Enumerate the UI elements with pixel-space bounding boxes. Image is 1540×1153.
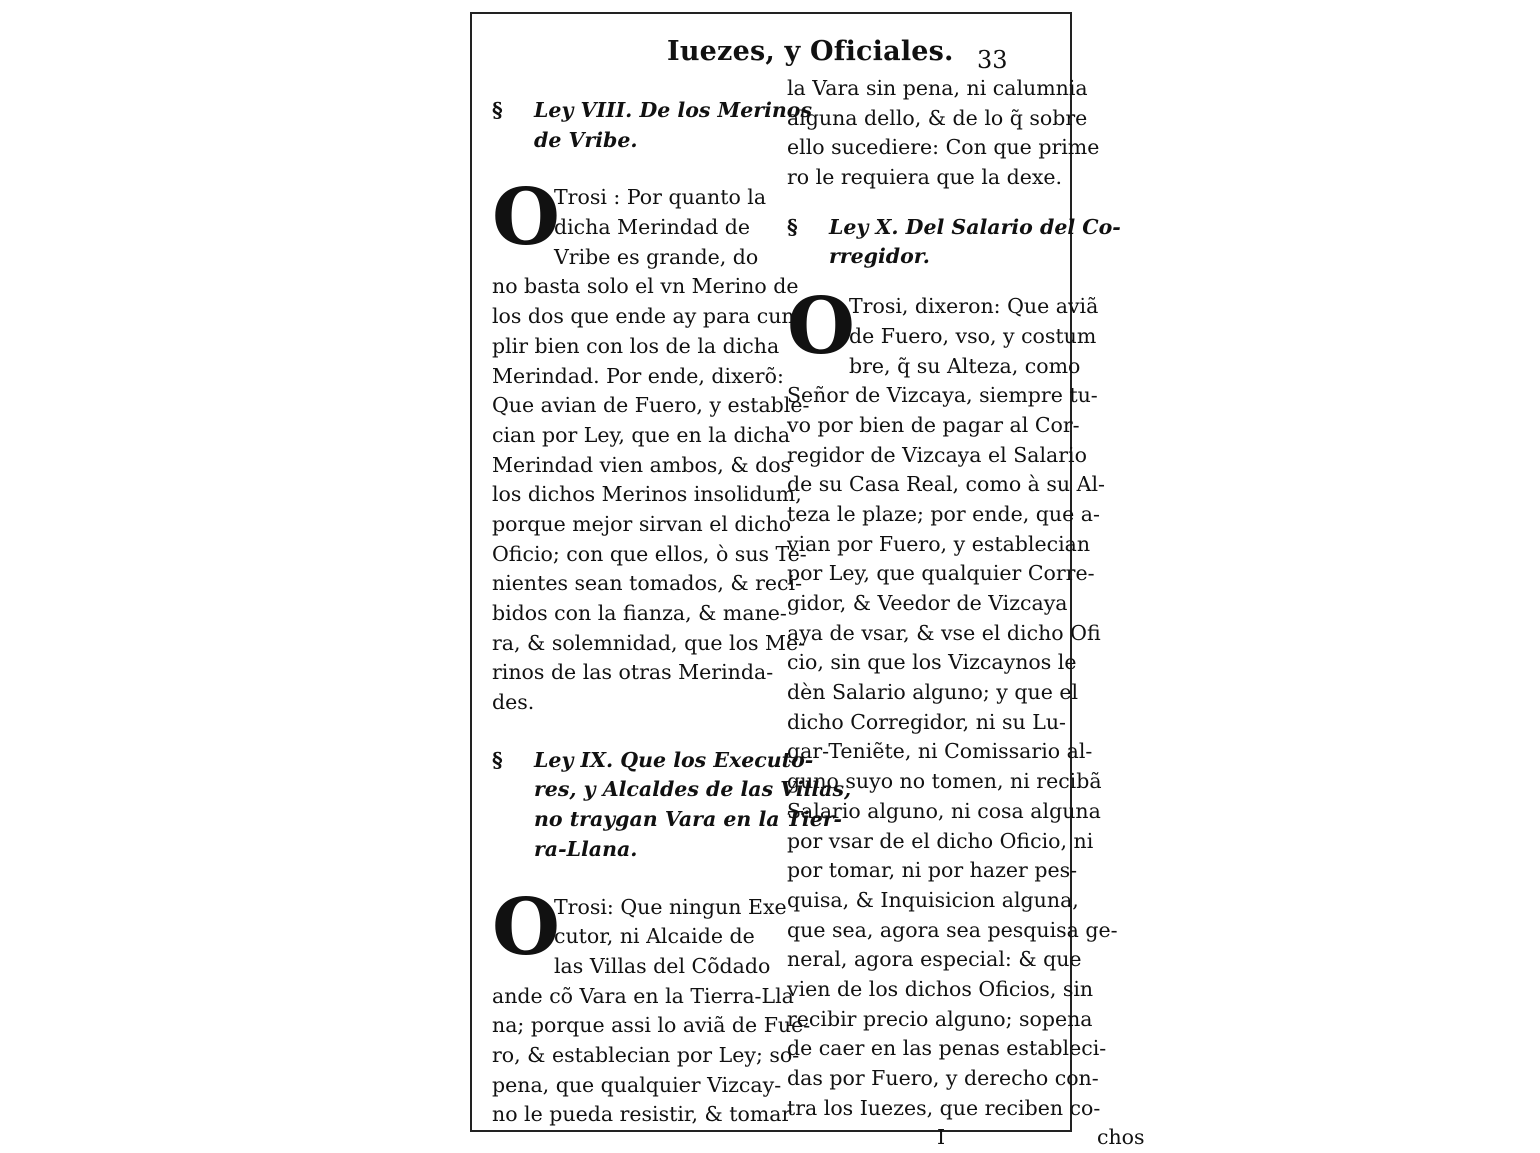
text-line: na; porque assi lo aviã de Fue- (492, 1013, 811, 1038)
heading-line: Ley VIII. De los Merinos (534, 98, 812, 122)
text-line: de Fuero, vso, y costum (849, 323, 1097, 348)
text-line: nientes sean tomados, & reci- (492, 571, 803, 596)
text-line: Salario alguno, ni cosa alguna (787, 798, 1101, 823)
running-title: Iuezes, y Oficiales. (667, 36, 954, 67)
section-sign: § (492, 98, 503, 122)
text-line: Que avian de Fuero, y estable- (492, 393, 810, 418)
left-column (492, 96, 852, 1130)
text-line: Trosi, dixeron: Que aviã (849, 294, 1099, 319)
catchword: chos (1097, 1125, 1145, 1150)
continuation-text (787, 74, 1100, 193)
page-footer (787, 1123, 1145, 1153)
text-line: pena, que qualquier Vizcay- (492, 1072, 782, 1097)
book-page (470, 12, 1145, 1150)
text-line: ro, & establecian por Ley; so- (492, 1042, 800, 1067)
heading-line: ra-Llana. (534, 836, 638, 861)
text-line: vian por Fuero, y establecian (787, 531, 1091, 556)
heading-line: Ley X. Del Salario del Co- (829, 214, 1121, 239)
text-line: las Villas del Cõdado (554, 953, 771, 978)
section-sign: § (787, 214, 798, 239)
page-number: 33 (977, 46, 1008, 74)
text-line: das por Fuero, y derecho con- (787, 1066, 1099, 1090)
text-line: cian por Ley, que en la dicha (492, 422, 791, 447)
ley-10-body (787, 281, 1118, 1123)
text-line: Señor de Vizcaya, siempre tu- (787, 383, 1098, 408)
text-line: neral, agora especial: & que (787, 947, 1082, 972)
ley-9-heading (492, 746, 852, 865)
text-line: no le pueda resistir, & tomar (492, 1102, 792, 1127)
text-line: ra, & solemnidad, que los Me- (492, 630, 806, 655)
text-line: teza le plaze; por ende, que a- (787, 501, 1100, 526)
ley-8-heading (492, 96, 812, 155)
text-line: gar-Teniẽte, ni Comissario al- (787, 739, 1093, 764)
text-line: Vribe es grande, do (554, 244, 759, 269)
heading-line: de Vribe. (534, 127, 638, 152)
right-column (787, 74, 1145, 1153)
ley-9-body (492, 881, 811, 1131)
text-line: dicha Merindad de (554, 215, 751, 240)
text-line: vien de los dichos Oficios, sin (787, 976, 1094, 1001)
text-line: Merindad. Por ende, dixerõ: (492, 363, 784, 388)
heading-line: rregidor. (829, 244, 930, 269)
text-line: rinos de las otras Merinda- (492, 660, 774, 685)
text-line: por vsar de el dicho Oficio, ni (787, 828, 1094, 853)
text-line: Oficio; con que ellos, ò sus Te- (492, 541, 807, 566)
drop-cap: O (787, 281, 855, 373)
text-line: cutor, ni Alcaide de (554, 924, 755, 949)
text-line: recibir precio alguno; sopena (787, 1006, 1093, 1031)
text-line: des. (492, 690, 535, 715)
text-line: Trosi : Por quanto la (554, 185, 767, 210)
text-line: la Vara sin pena, ni calumnia (787, 76, 1088, 100)
text-line: dèn Salario alguno; y que el (787, 680, 1079, 705)
text-line: los dos que ende ay para cum (492, 304, 801, 329)
text-line: regidor de Vizcaya el Salario (787, 442, 1087, 467)
text-line: dicho Corregidor, ni su Lu- (787, 709, 1066, 734)
text-line: bidos con la fianza, & mane- (492, 601, 787, 625)
text-line: por tomar, ni por hazer pes- (787, 858, 1078, 883)
text-line: porque mejor sirvan el dicho (492, 511, 792, 536)
heading-line: Ley IX. Que los Executo- (534, 747, 814, 772)
text-line: por Ley, que qualquier Corre- (787, 561, 1095, 586)
text-line: quisa, & Inquisicion alguna, (787, 887, 1079, 912)
text-line: bre, q̃ su Alteza, como (849, 353, 1081, 378)
text-line: tra los Iuezes, que reciben co- (787, 1095, 1101, 1120)
text-line: guno suyo no tomen, ni recibã (787, 769, 1102, 794)
text-line: aya de vsar, & vse el dicho Ofi (787, 620, 1101, 645)
text-line: Merindad vien ambos, & dos (492, 452, 792, 477)
text-line: gidor, & Veedor de Vizcaya (787, 591, 1068, 615)
drop-cap: O (492, 172, 560, 264)
ley-10-heading (787, 213, 1121, 272)
text-line: que sea, agora sea pesquisa ge- (787, 917, 1118, 942)
heading-line: no traygan Vara en la Tier- (534, 807, 843, 832)
section-sign: § (492, 747, 503, 772)
text-line: los dichos Merinos insolidum, (492, 482, 802, 507)
text-line: de su Casa Real, como à su Al- (787, 472, 1105, 497)
text-line: cio, sin que los Vizcaynos le (787, 650, 1077, 675)
heading-line: res, y Alcaldes de las Villas, (534, 777, 852, 802)
text-line: vo por bien de pagar al Cor- (787, 412, 1080, 437)
text-line: de caer en las penas estableci- (787, 1036, 1107, 1061)
text-line: ello sucediere: Con que prime (787, 135, 1100, 160)
signature-mark: I (937, 1125, 946, 1150)
text-line: ande cõ Vara en la Tierra-Lla (492, 983, 794, 1008)
text-line: plir bien con los de la dicha (492, 333, 780, 358)
drop-cap: O (492, 881, 560, 973)
text-line: Trosi: Que ningun Exe (554, 894, 787, 919)
text-line: alguna dello, & de lo q̃ sobre (787, 105, 1088, 130)
text-line: ro le requiera que la dexe. (787, 165, 1063, 190)
text-line: no basta solo el vn Merino de (492, 274, 799, 299)
ley-8-body (492, 172, 810, 717)
